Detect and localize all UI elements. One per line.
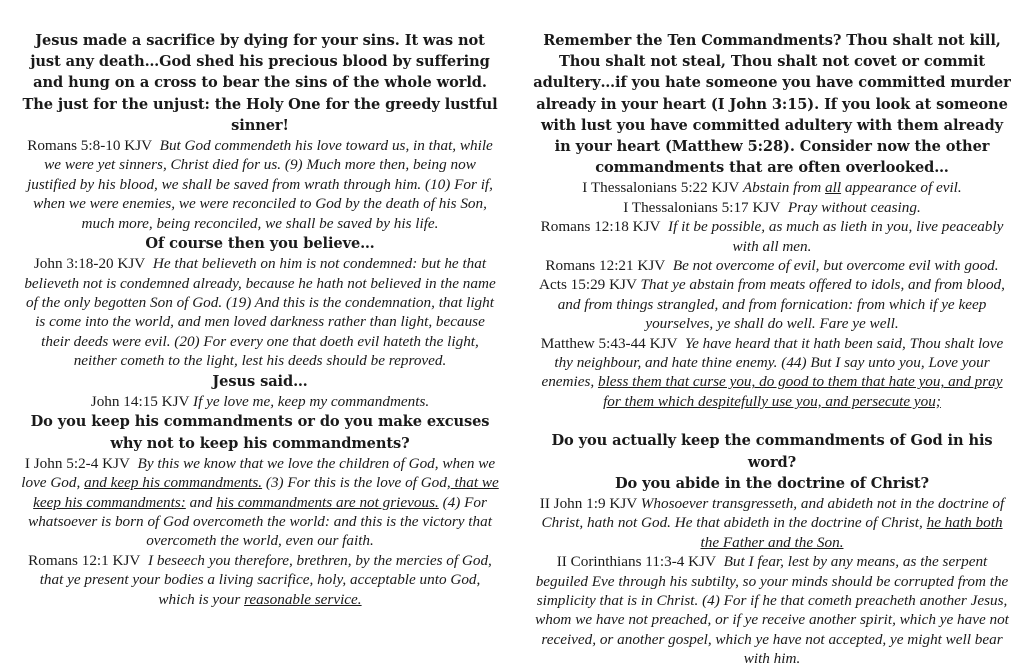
verse-text <box>743 179 962 196</box>
verse-ref: Romans 12:21 KJV <box>545 257 666 275</box>
right-column <box>532 30 1012 669</box>
heading-jesus-said: Jesus said… <box>212 372 308 390</box>
verse-romans-12-1 <box>20 551 500 609</box>
heading-just-for-unjust: The just for the unjust: the Holy One for the greedy lustful sinner! <box>22 95 498 134</box>
verse-text: If ye love me, keep my commandments. <box>193 392 430 410</box>
verse-romans-12-18 <box>532 217 1012 256</box>
verse-john-3-18-20 <box>20 254 500 370</box>
underlined-text: reasonable service. <box>244 590 362 608</box>
verse-text-part: and <box>185 493 217 511</box>
underlined-text: all <box>825 179 842 197</box>
verse-text: He that believeth on him is not condemned: but he that believeth not is condemned already, because he hath not believed in the name of the only begotten Son of God. (19) And this is the condemnation, that light is come into the world, and men loved darkness rather than light, because their deeds were evil. (20) For every one that doeth evil hateth the light, neither cometh to the light, lest his deeds should be reproved. <box>24 255 496 370</box>
spacer <box>532 411 1012 430</box>
verse-ref: Romans 5:8-10 KJV <box>27 137 153 155</box>
heading-sacrifice: Jesus made a sacrifice by dying for your sins. It was not just any death…God shed his precious blood by suffering and hung on a cross to bear the sins of the whole world. <box>30 32 490 92</box>
heading-ten-commandments: Remember the Ten Commandments? Thou shalt not kill, Thou shalt not steal, Thou shalt not covet or commit adultery…if you hate someone you have committed murder already in your heart (I John 3:15). If you look at someone with lust you have committed adultery with them already in your heart (Matthew 5:28). Consider now the other commandments that are often overlooked… <box>533 32 1011 177</box>
verse-text: If it be possible, as much as lieth in you, live peaceably with all men. <box>668 218 1004 255</box>
verse-ref: John 3:18-20 KJV <box>33 255 146 273</box>
verse-ref: I Thessalonians 5:17 KJV <box>623 198 781 216</box>
verse-ref: I John 5:2-4 KJV <box>24 454 130 472</box>
heading-actually-keep: Do you actually keep the commandments of God in his word? <box>551 432 993 471</box>
verse-text: That ye abstain from meats offered to idols, and from blood, and from things strangled, and from fornication: from which if ye keep yourselves, ye shall do well. Fare ye well. <box>557 276 1005 333</box>
verse-ref: I Thessalonians 5:22 KJV <box>582 179 740 197</box>
verse-ref: Matthew 5:43-44 KJV <box>540 334 678 352</box>
verse-john-14-15 <box>20 392 500 411</box>
verse-text-part: Whosoever transgresseth, and abideth not in the doctrine of Christ, hath not God. He that abideth in the doctrine of Christ, <box>541 494 1005 532</box>
verse-text: But God commendeth his love toward us, in that, while we were yet sinners, Christ died for us. (9) Much more then, being now justified by his blood, we shall be saved from wrath through him. (10) For if, when we were enemies, we were reconciled to God by the death of his Son, much more, being reconciled, we shall be saved by his life. <box>27 137 493 232</box>
heading-abide-doctrine: Do you abide in the doctrine of Christ? <box>614 474 930 492</box>
verse-i-thess-5-22 <box>532 178 1012 197</box>
verse-text-part: By this we know that we love the children of God, when we love God, <box>21 454 496 492</box>
verse-i-john-5-2-4 <box>20 454 500 551</box>
underlined-text: that we keep his commandments: <box>33 474 499 511</box>
verse-ref: II Corinthians 11:3-4 KJV <box>556 553 717 571</box>
heading-keep-commandments: Do you keep his commandments or do you make excuses why not to keep his commandments? <box>30 413 490 452</box>
verse-text-part: (4) For whatsoever is born of God overcometh the world: and this is the victory that overcometh the world, even our faith. <box>28 493 492 550</box>
verse-text-part: Ye have heard that it hath been said, Thou shalt love thy neighbour, and hate thine enemy. (44) But I say unto you, Love your enemies, <box>541 334 1004 391</box>
verse-text: Be not overcome of evil, but overcome evil with good. <box>672 257 999 275</box>
left-column <box>20 30 500 609</box>
verse-text-part: I beseech you therefore, brethren, by the mercies of God, that ye present your bodies a living sacrifice, holy, acceptable unto God, which is your <box>39 551 492 608</box>
verse-ii-john-1-9 <box>532 494 1012 552</box>
underlined-text: and keep his commandments. <box>84 474 263 492</box>
verse-romans-5-8-10 <box>20 136 500 233</box>
verse-matthew-5-43-44 <box>532 334 1012 412</box>
verse-ref: Romans 12:18 KJV <box>540 218 661 236</box>
verse-ref: II John 1:9 KJV <box>539 494 637 512</box>
underlined-text: bless them that curse you, do good to them that hate you, and pray for them which despitefully use you, and persecute you; <box>597 373 1003 410</box>
underlined-text: his commandments are not grievous. <box>216 493 439 511</box>
verse-ref: Romans 12:1 KJV <box>28 551 141 569</box>
verse-ref: Acts 15:29 KJV <box>539 276 637 294</box>
verse-ii-cor-11-3-4 <box>532 552 1012 668</box>
verse-text: But I fear, lest by any means, as the serpent beguiled Eve through his subtilty, so your minds should be corrupted from the simplicity that is in Christ. (4) For if he that cometh preacheth another Jesus, whom we have not preached, or if ye receive another spirit, which ye have not received, or another gospel, which ye have not accepted, ye might well bear with him. <box>535 553 1009 668</box>
verse-text-part: appearance of evil. <box>841 179 962 197</box>
verse-text-part: (3) For this is the love of God, <box>262 474 451 492</box>
verse-romans-12-21 <box>532 256 1012 275</box>
heading-of-course-believe: Of course then you believe… <box>145 235 375 253</box>
verse-text-part: Abstain from <box>742 179 826 197</box>
verse-i-thess-5-17 <box>532 198 1012 217</box>
verse-acts-15-29 <box>532 275 1012 333</box>
underlined-text: he hath both the Father and the Son. <box>700 514 1003 551</box>
verse-text: Pray without ceasing. <box>787 198 921 216</box>
verse-ref: John 14:15 KJV <box>90 392 190 410</box>
